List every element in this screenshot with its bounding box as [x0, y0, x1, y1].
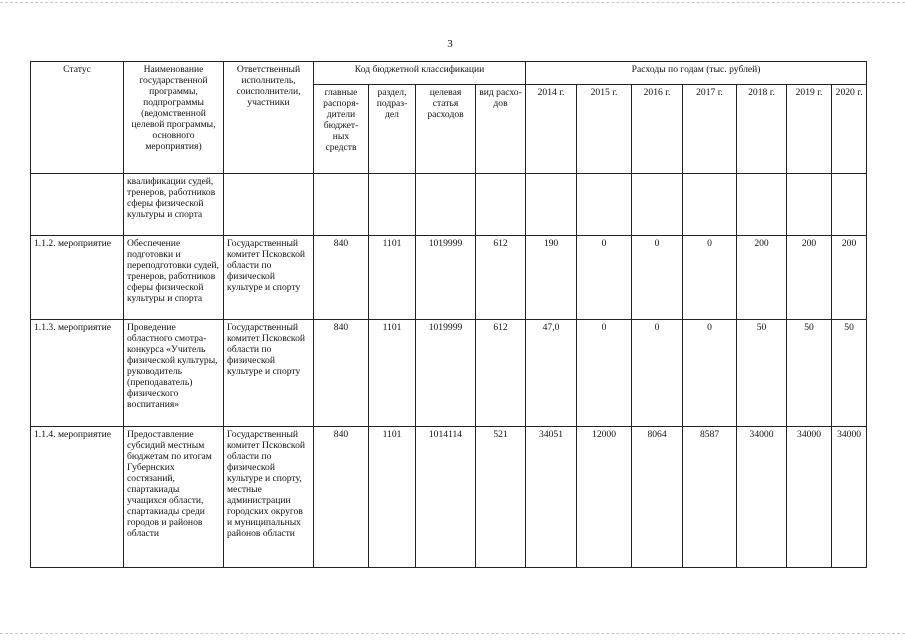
budget-table: [30, 61, 867, 568]
scan-edge-bottom: [0, 633, 905, 634]
cell-empty: [314, 174, 369, 236]
cell-responsible: Государственный комитет Псковской области по физической культуре и спорту: [224, 320, 314, 427]
cell-name: Предоставление субсидий местным бюджетам по итогам Губернских состязаний, спартакиады учащихся области, спартакиады среди городов и районов области: [124, 427, 224, 568]
header-year: 2016 г.: [632, 85, 683, 174]
cell-name: Проведение областного смотра-конкурса «Учитель физической культуры, руководитель (преподаватель) физического воспитания»: [124, 320, 224, 427]
cell-type: 521: [476, 427, 526, 568]
cell-section: 1101: [369, 320, 416, 427]
header-main-manager: главные распоря-дители бюджет-ных средств: [314, 85, 369, 174]
cell-value: 34000: [787, 427, 832, 568]
header-expenses: Расходы по годам (тыс. рублей): [526, 62, 867, 85]
cell-value: 50: [737, 320, 787, 427]
table-row-continuation: [31, 174, 867, 236]
header-year: 2017 г.: [683, 85, 737, 174]
cell-value: 8064: [632, 427, 683, 568]
cell-name: квалификации судей, тренеров, работников сферы физической культуры и спорта: [124, 174, 224, 236]
header-name: Наименование государственной программы, подпрограммы (ведомственной целевой программы, основного мероприятия): [124, 62, 224, 174]
cell-value: 34000: [832, 427, 867, 568]
header-status: Статус: [31, 62, 124, 174]
scan-edge-top: [0, 2, 905, 3]
cell-value: 34051: [526, 427, 577, 568]
cell-value: 200: [737, 236, 787, 320]
cell-target: 1019999: [416, 320, 476, 427]
cell-empty: [526, 174, 577, 236]
cell-value: 0: [632, 320, 683, 427]
cell-empty: [632, 174, 683, 236]
cell-grbs: 840: [314, 427, 369, 568]
cell-section: 1101: [369, 427, 416, 568]
cell-value: 0: [683, 320, 737, 427]
table-row: [31, 320, 867, 427]
cell-value: 190: [526, 236, 577, 320]
cell-grbs: 840: [314, 236, 369, 320]
header-year: 2018 г.: [737, 85, 787, 174]
header-year: 2015 г.: [577, 85, 632, 174]
cell-type: 612: [476, 236, 526, 320]
cell-empty: [683, 174, 737, 236]
cell-status: 1.1.4. мероприятие: [31, 427, 124, 568]
header-budget-code: Код бюджетной классификации: [314, 62, 526, 85]
cell-empty: [369, 174, 416, 236]
cell-value: 8587: [683, 427, 737, 568]
cell-empty: [737, 174, 787, 236]
cell-value: 12000: [577, 427, 632, 568]
header-year: 2019 г.: [787, 85, 832, 174]
cell-status: 1.1.2. мероприятие: [31, 236, 124, 320]
header-year: 2020 г.: [832, 85, 867, 174]
table-row: [31, 236, 867, 320]
cell-value: 0: [577, 320, 632, 427]
cell-value: 50: [832, 320, 867, 427]
cell-target: 1014114: [416, 427, 476, 568]
cell-value: 50: [787, 320, 832, 427]
cell-responsible: Государственный комитет Псковской области по физической культуре и спорту, местные администрации городских округов и муниципальных районов области: [224, 427, 314, 568]
cell-responsible: [224, 174, 314, 236]
cell-value: 200: [787, 236, 832, 320]
cell-empty: [832, 174, 867, 236]
cell-empty: [476, 174, 526, 236]
header-section: раздел, подраз-дел: [369, 85, 416, 174]
cell-value: 34000: [737, 427, 787, 568]
header-target-article: целевая статья расходов: [416, 85, 476, 174]
cell-empty: [416, 174, 476, 236]
page-number: 3: [447, 38, 453, 50]
cell-empty: [787, 174, 832, 236]
cell-target: 1019999: [416, 236, 476, 320]
cell-status: [31, 174, 124, 236]
cell-type: 612: [476, 320, 526, 427]
cell-value: 200: [832, 236, 867, 320]
cell-status: 1.1.3. мероприятие: [31, 320, 124, 427]
cell-responsible: Государственный комитет Псковской области по физической культуре и спорту: [224, 236, 314, 320]
cell-section: 1101: [369, 236, 416, 320]
cell-empty: [577, 174, 632, 236]
cell-value: 0: [632, 236, 683, 320]
header-year: 2014 г.: [526, 85, 577, 174]
header-responsible: Ответственный исполнитель, соисполнители, участники: [224, 62, 314, 174]
cell-grbs: 840: [314, 320, 369, 427]
cell-value: 47,0: [526, 320, 577, 427]
cell-value: 0: [577, 236, 632, 320]
cell-value: 0: [683, 236, 737, 320]
header-expense-type: вид расхо-дов: [476, 85, 526, 174]
table-row: [31, 427, 867, 568]
cell-name: Обеспечение подготовки и переподготовки судей, тренеров, работников сферы физической культуры и спорта: [124, 236, 224, 320]
